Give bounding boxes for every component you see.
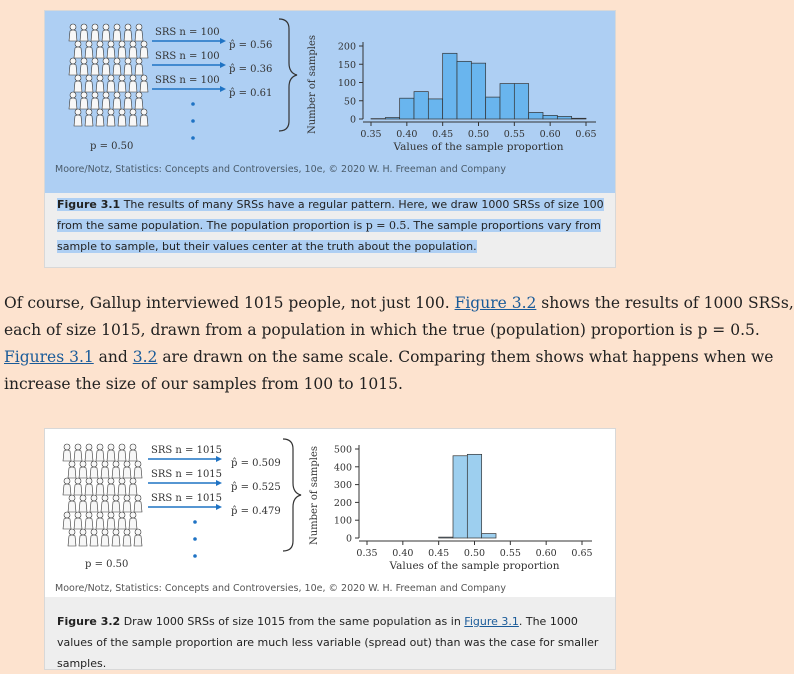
x-tick-label: 0.65	[575, 129, 596, 140]
y-axis-label: Number of samples	[307, 35, 318, 134]
figure-3-2-link[interactable]: Figure 3.2	[455, 294, 537, 312]
histogram-bar	[439, 537, 453, 538]
y-axis-label: Number of samples	[309, 446, 320, 545]
caption-text: Draw 1000 SRSs of size 1015 from the same population as in	[120, 615, 464, 628]
figure-3-2-image	[45, 429, 615, 597]
histogram-bar	[500, 84, 514, 119]
arrow-head-icon	[216, 504, 222, 510]
histogram-bar	[428, 99, 442, 119]
y-tick-label: 50	[344, 96, 356, 107]
phat-label: p̂ = 0.479	[231, 506, 281, 517]
para-text: Of course, Gallup interviewed 1015 people, not just 100.	[4, 294, 455, 312]
body-paragraph	[4, 290, 724, 398]
y-tick-label: 300	[334, 480, 352, 491]
figure-3-2-short-link[interactable]: 3.2	[133, 348, 158, 366]
caption-label: Figure 3.2	[57, 615, 120, 628]
histogram-bar	[514, 84, 528, 119]
population-label: p = 0.50	[85, 559, 128, 570]
figure-3-1-image	[45, 11, 615, 193]
x-tick-label: 0.45	[432, 129, 453, 140]
phat-label: p̂ = 0.56	[229, 40, 272, 51]
para-text: and	[94, 348, 133, 366]
figure-3-1-link[interactable]: Figure 3.1	[464, 615, 519, 628]
para-text: increase the size of our samples from 100 to 1015.	[4, 371, 724, 398]
y-tick-label: 400	[334, 462, 352, 473]
phat-label: p̂ = 0.525	[231, 482, 281, 493]
histogram-bar	[557, 116, 571, 119]
arrow-head-icon	[220, 86, 226, 92]
histogram-bar	[457, 61, 471, 119]
histogram-bar	[443, 53, 457, 119]
y-tick-label: 150	[338, 60, 356, 71]
x-tick-label: 0.35	[356, 548, 377, 559]
x-tick-label: 0.55	[500, 548, 521, 559]
histogram-bar	[486, 97, 500, 119]
brace	[279, 19, 297, 131]
arrow-head-icon	[216, 480, 222, 486]
x-tick-label: 0.60	[540, 129, 561, 140]
arrow-head-icon	[220, 62, 226, 68]
srs-label: SRS n = 100	[155, 75, 220, 86]
caption-text-2: . The sample proportions vary from sample to sample, but their values center at the truth about the population.	[57, 219, 601, 253]
histogram-bar	[543, 115, 557, 119]
histogram-bar	[414, 92, 428, 119]
histogram-bar	[453, 456, 467, 538]
x-tick-label: 0.45	[428, 548, 449, 559]
y-tick-label: 500	[334, 445, 352, 456]
x-tick-label: 0.50	[468, 129, 489, 140]
x-tick-label: 0.40	[396, 129, 417, 140]
y-tick-label: 100	[338, 78, 356, 89]
caption-text-2: . The 1000 values of the sample proportion are much less variable (spread out) than was the case for smaller samples.	[57, 615, 598, 670]
x-tick-label: 0.40	[392, 548, 413, 559]
x-tick-label: 0.65	[571, 548, 592, 559]
srs-label: SRS n = 100	[155, 51, 220, 62]
x-tick-label: 0.50	[464, 548, 485, 559]
y-tick-label: 200	[334, 498, 352, 509]
figure-credit: Moore/Notz, Statistics: Concepts and Controversies, 10e, © 2020 W. H. Freeman and Company	[55, 583, 506, 594]
srs-label: SRS n = 100	[155, 27, 220, 38]
ellipsis-dots	[191, 102, 195, 140]
histogram-bar	[529, 112, 543, 119]
population-label: p = 0.50	[90, 141, 133, 152]
caption-text: The results of many SRSs have a regular pattern. Here, we draw 1000 SRSs of size 100 from the same population. The population proportion is	[57, 198, 604, 232]
crowd-illustration	[69, 24, 148, 126]
arrow-head-icon	[220, 38, 226, 44]
figure-3-2	[44, 428, 616, 670]
x-axis-label: Values of the sample proportion	[392, 141, 563, 153]
phat-label: p̂ = 0.61	[229, 88, 272, 99]
figure-caption	[57, 611, 605, 674]
histogram-bar	[385, 118, 399, 119]
y-tick-label: 200	[338, 42, 356, 53]
figures-3-1-link[interactable]: Figures 3.1	[4, 348, 94, 366]
srs-label: SRS n = 1015	[151, 493, 222, 504]
phat-label: p̂ = 0.509	[231, 458, 281, 469]
histogram-bar	[400, 98, 414, 119]
srs-label: SRS n = 1015	[151, 469, 222, 480]
figure-3-1	[44, 10, 616, 268]
srs-label: SRS n = 1015	[151, 445, 222, 456]
para-text: shows the results of 1000 SRSs,	[536, 294, 793, 312]
brace	[283, 439, 301, 551]
histogram-bar	[471, 63, 485, 119]
histogram-bar	[572, 118, 586, 119]
y-tick-label: 0	[346, 534, 352, 545]
para-text: are drawn on the same scale. Comparing them shows what happens when we	[157, 348, 773, 366]
x-axis-label: Values of the sample proportion	[388, 560, 559, 572]
figure-credit: Moore/Notz, Statistics: Concepts and Controversies, 10e, © 2020 W. H. Freeman and Company	[55, 164, 506, 175]
caption-p: p = 0.5	[366, 219, 407, 232]
figure-caption	[57, 194, 605, 257]
y-tick-label: 0	[350, 115, 356, 126]
arrow-head-icon	[216, 456, 222, 462]
ellipsis-dots	[193, 520, 197, 558]
crowd-illustration	[63, 444, 142, 546]
para-text: each of size 1015, drawn from a population in which the true (population) proportion is p = 0.5.	[4, 317, 724, 344]
x-tick-label: 0.35	[360, 129, 381, 140]
x-tick-label: 0.55	[504, 129, 525, 140]
phat-label: p̂ = 0.36	[229, 64, 272, 75]
histogram-bar	[482, 534, 496, 538]
histogram-bar	[467, 454, 481, 538]
caption-label: Figure 3.1	[57, 198, 120, 211]
y-tick-label: 100	[334, 516, 352, 527]
x-tick-label: 0.60	[536, 548, 557, 559]
